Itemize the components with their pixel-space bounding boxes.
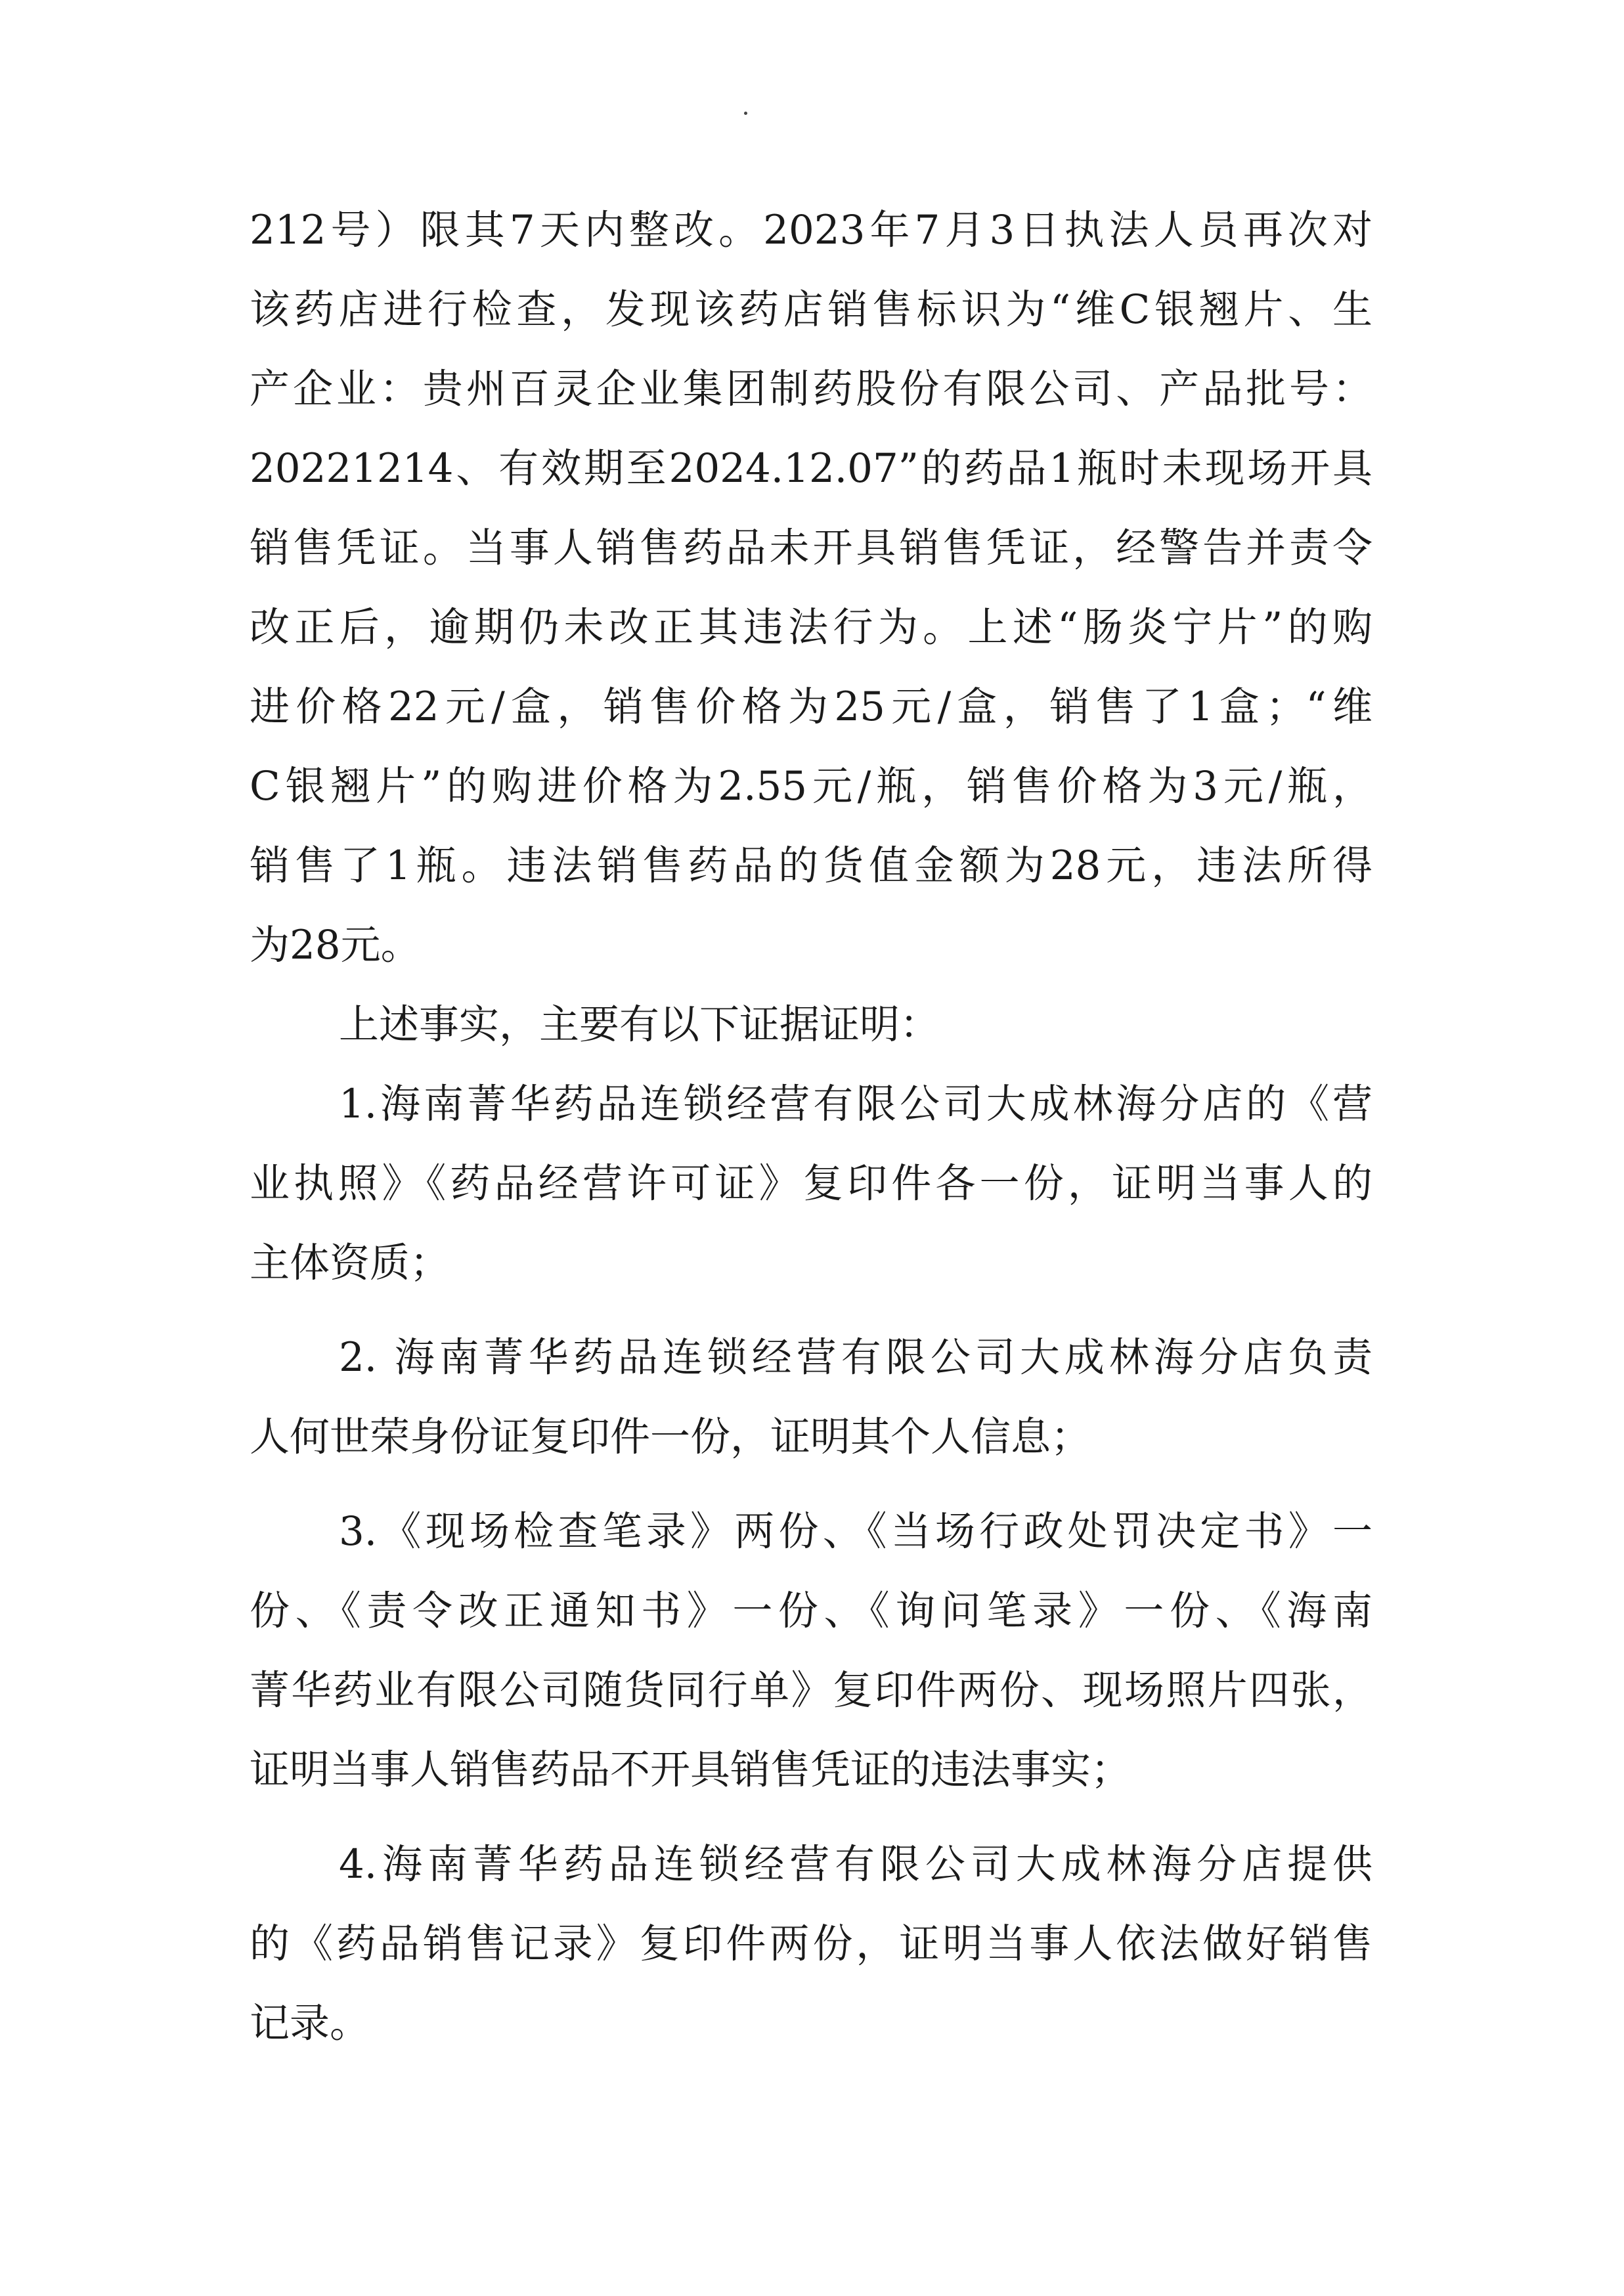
text-line: 1.海南菁华药品连锁经营有限公司大成林海分店的《营 bbox=[339, 1081, 1372, 1127]
paragraph-gap bbox=[250, 1809, 1372, 1825]
text-line: 2. 海南菁华药品连锁经营有限公司大成林海分店负责 bbox=[339, 1334, 1372, 1381]
paragraph-evidence-intro bbox=[250, 985, 1372, 1064]
text-line: 销售凭证。当事人销售药品未开具销售凭证，经警告并责令 bbox=[250, 525, 1372, 571]
text-line: 证明当事人销售药品不开具销售凭证的违法事实； bbox=[250, 1746, 1131, 1793]
text-line: 主体资质； bbox=[250, 1240, 450, 1286]
text-line: 20221214、有效期至2024.12.07”的药品1瓶时未现场开具 bbox=[250, 445, 1372, 492]
paragraph-evidence-4 bbox=[250, 1825, 1372, 2063]
scan-artifact-dot bbox=[744, 112, 747, 115]
text-line: 销售了1瓶。违法销售药品的货值金额为28元，违法所得 bbox=[250, 842, 1372, 889]
text-line: 改正后，逾期仍未改正其违法行为。上述“肠炎宁片”的购 bbox=[250, 604, 1372, 651]
text-line: 业执照》《药品经营许可证》复印件各一份，证明当事人的 bbox=[250, 1160, 1372, 1207]
text-line: 该药店进行检查，发现该药店销售标识为“维C银翘片、生 bbox=[250, 286, 1372, 333]
text-line: 进价格22元/盒，销售价格为25元/盒，销售了1盒；“维 bbox=[250, 683, 1372, 730]
paragraph-evidence-3 bbox=[250, 1492, 1372, 1809]
paragraph-gap bbox=[250, 1303, 1372, 1318]
text-line: 212号）限其7天内整改。2023年7月3日执法人员再次对 bbox=[250, 207, 1372, 253]
text-line: 为28元。 bbox=[250, 922, 421, 968]
paragraph-gap bbox=[250, 1477, 1372, 1492]
paragraph-facts bbox=[250, 190, 1372, 985]
text-line: 份、《责令改正通知书》一份、《询问笔录》一份、《海南 bbox=[250, 1588, 1372, 1634]
text-line: 记录。 bbox=[250, 2000, 370, 2047]
text-line: 4.海南菁华药品连锁经营有限公司大成林海分店提供 bbox=[339, 1841, 1372, 1888]
document-body bbox=[250, 190, 1372, 2063]
text-line: 人何世荣身份证复印件一份，证明其个人信息； bbox=[250, 1414, 1091, 1460]
text-line: C银翘片”的购进价格为2.55元/瓶，销售价格为3元/瓶， bbox=[250, 763, 1372, 810]
text-line: 产企业：贵州百灵企业集团制药股份有限公司、产品批号： bbox=[250, 366, 1372, 412]
text-line: 的《药品销售记录》复印件两份，证明当事人依法做好销售 bbox=[250, 1920, 1372, 1967]
paragraph-evidence-1 bbox=[250, 1064, 1372, 1303]
paragraph-evidence-2 bbox=[250, 1318, 1372, 1477]
text-line: 3.《现场检查笔录》两份、《当场行政处罚决定书》一 bbox=[339, 1508, 1372, 1555]
text-line: 上述事实，主要有以下证据证明： bbox=[339, 1001, 940, 1048]
text-line: 菁华药业有限公司随货同行单》复印件两份、现场照片四张， bbox=[250, 1667, 1372, 1714]
